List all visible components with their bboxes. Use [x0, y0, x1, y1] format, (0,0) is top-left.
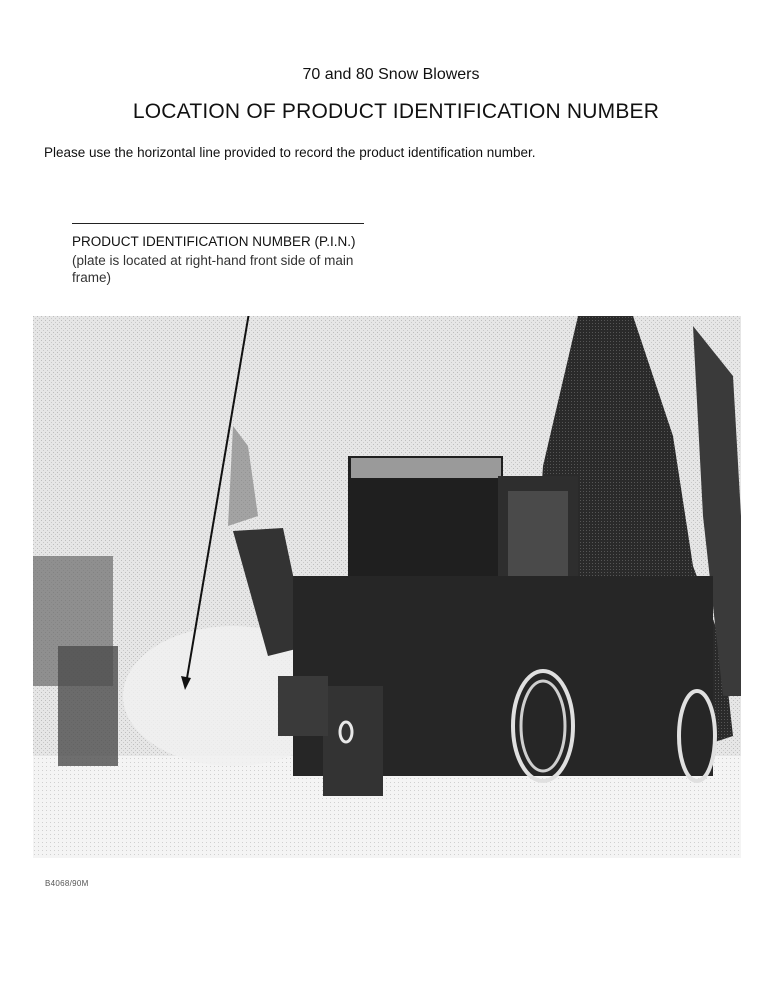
page-title: LOCATION OF PRODUCT IDENTIFICATION NUMBER	[132, 100, 660, 123]
document-subtitle: 70 and 80 Snow Blowers	[302, 66, 480, 83]
figure-caption: B4068/90M	[45, 879, 89, 888]
pin-label: PRODUCT IDENTIFICATION NUMBER (P.I.N.)	[72, 234, 356, 249]
snow-blower-photo	[33, 316, 741, 858]
pin-location-note: (plate is located at right-hand front side of main frame)	[72, 253, 354, 285]
pin-record-line[interactable]	[72, 223, 364, 224]
instructions-text: Please use the horizontal line provided to record the product identification number.	[44, 145, 536, 160]
